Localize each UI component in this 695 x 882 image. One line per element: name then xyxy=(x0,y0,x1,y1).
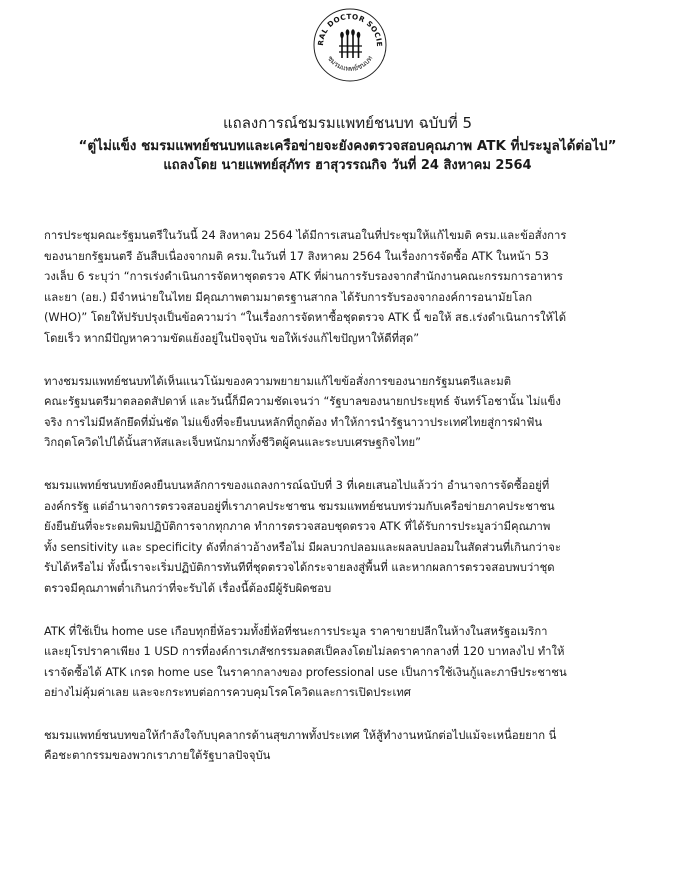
text-line: วิกฤตโควิดไปได้นั้นสาหัสและเจ็บหนักมากทั้งชีวิตผู้คนและระบบเศรษฐกิจไทย” xyxy=(44,436,421,450)
text-line: คณะรัฐมนตรีมาตลอดสัปดาห์ และวันนี้ก็มีความชัดเจนว่า “รัฐบาลของนายกประยุทธ์ จันทร์โอชานั้น ไม่แข็ง xyxy=(44,395,561,409)
body-paragraph xyxy=(44,622,654,704)
text-line: โดยเร็ว หากมีปัญหาความขัดแย้งอยู่ในปัจจุบัน ขอให้เร่งแก้ไขปัญหาให้ดีที่สุด” xyxy=(44,331,420,345)
body-paragraph xyxy=(44,226,654,350)
text-line: เราจัดซื้อได้ ATK เกรด home use ในราคากลางของ professional use เป็นการใช้เงินกู้และภาษีประชาชน xyxy=(44,665,567,679)
text-line: คือชะตากรรมของพวกเราภายใต้รัฐบาลปัจจุบัน xyxy=(44,749,271,763)
statement-headline-quote: “ตู่ไม่แข็ง ชมรมแพทย์ชนบทและเครือข่ายจะยังคงตรวจสอบคุณภาพ ATK ที่ประมูลได้ต่อไป” xyxy=(78,138,617,154)
text-line: จริง การไม่มีหลักยึดที่มั่นชัด ไม่แข็งที่จะยืนบนหลักที่ถูกต้อง ทำให้การนำรัฐนาวาประเทศไทยสู่การฝ่าฟัน xyxy=(44,415,543,429)
text-line: ยังยืนยันที่จะระดมพิมปฏิบัติการจากทุกภาค ทำการตรวจสอบชุดตรวจ ATK ที่ได้รับการประมูลว่ามีคุณภาพ xyxy=(44,520,551,534)
text-line: ชมรมแพทย์ชนบทยังคงยืนบนหลักการของแถลงการณ์ฉบับที่ 3 ที่เคยเสนอไปแล้วว่า อำนาจการจัดซื้ออยู่ที่ xyxy=(44,478,550,492)
text-line: ทั้ง sensitivity และ specificity ดังที่กล่าวอ้างหรือไม่ มีผลบวกปลอมและผลลบปลอมในสัดส่วนที่เกินกว่าจะ xyxy=(44,540,561,554)
body-paragraph xyxy=(44,476,654,600)
statement-header xyxy=(0,112,695,176)
text-line: (WHO)” โดยให้ปรับปรุงเป็นข้อความว่า “ในเรื่องการจัดหาซื้อชุดตรวจ ATK นี้ ขอให้ สธ.เร่งดำเนินการให้ได้ xyxy=(44,311,567,325)
text-line: ตรวจมีคุณภาพต่ำเกินกว่าที่จะรับได้ เรื่องนี้ต้องมีผู้รับผิดชอบ xyxy=(44,581,332,595)
body-paragraph xyxy=(44,372,654,454)
logo-bottom-text: ชมรมแพทย์ชนบท xyxy=(325,54,375,73)
text-line: ทางชมรมแพทย์ชนบทได้เห็นแนวโน้มของความพยายามแก้ไขข้อสั่งการของนายกรัฐมนตรีและมติ xyxy=(44,374,512,388)
text-line: อย่างไม่คุ้มค่าเลย และจะกระทบต่อการควบคุมโรคโควิดและการเปิดประเทศ xyxy=(44,686,411,700)
text-line: และยุโรปราคาเพียง 1 USD การที่องค์การเภสัชกรรมลดสเป็คลงโดยไม่ลดราคากลางที่ 120 บาทลงไป ทำให้ xyxy=(44,645,565,659)
text-line: วงเล็บ 6 ระบุว่า “การเร่งดำเนินการจัดหาชุดตรวจ ATK ที่ผ่านการรับรองจากสำนักงานคณะกรรมการอาหาร xyxy=(44,270,563,284)
statement-byline: แถลงโดย นายแพทย์สุภัทร ฮาสุวรรณกิจ วันที่ 24 สิงหาคม 2564 xyxy=(163,158,532,173)
text-line: ของนายกรัฐมนตรี อันสืบเนื่องจากมติ ครม.ในวันที่ 17 สิงหาคม 2564 ในเรื่องการจัดซื้อ ATK ในหน้า 53 xyxy=(44,249,549,263)
text-line: ATK ที่ใช้เป็น home use เกือบทุกยี่ห้อรวมทั้งยี่ห้อที่ชนะการประมูล ราคาขายปลีกในห้างในสหรัฐอเมริกา xyxy=(44,624,548,638)
rural-doctor-society-logo xyxy=(311,6,389,84)
text-line: และยา (อย.) มีจำหน่ายในไทย มีคุณภาพตามมาตรฐานสากล ได้รับการรับรองจากองค์การอนามัยโลก xyxy=(44,290,533,304)
text-line: การประชุมคณะรัฐมนตรีในวันนี้ 24 สิงหาคม 2564 ได้มีการเสนอในที่ประชุมให้แก้ไขมติ ครม.และข้อสั่งการ xyxy=(44,229,567,242)
wheat-icon xyxy=(339,29,362,58)
text-line: ชมรมแพทย์ชนบทขอให้กำลังใจกับบุคลากรด้านสุขภาพทั้งประเทศ ให้สู้ทำงานหนักต่อไปแม้จะเหนื่อยยาก นี่ xyxy=(44,728,557,742)
statement-body xyxy=(44,226,654,789)
body-paragraph xyxy=(44,726,654,767)
svg-text:ชมรมแพทย์ชนบท xyxy=(326,54,375,73)
text-line: รับได้หรือไม่ ทั้งนี้เราจะเริ่มปฏิบัติการทันทีที่ชุดตรวจได้กระจายลงสู่พื้นที่ และหากผลการตรวจสอบพบว่าชุด xyxy=(44,561,555,575)
text-line: องค์กรรัฐ แต่อำนาจการตรวจสอบอยู่ที่เราภาคประชาชน ชมรมแพทย์ชนบทร่วมกับเครือข่ายภาคประชาชน xyxy=(44,499,555,513)
statement-title: แถลงการณ์ชมรมแพทย์ชนบท ฉบับที่ 5 xyxy=(222,114,473,132)
logo-arc-text: RAL DOCTOR SOCIE xyxy=(315,11,385,48)
